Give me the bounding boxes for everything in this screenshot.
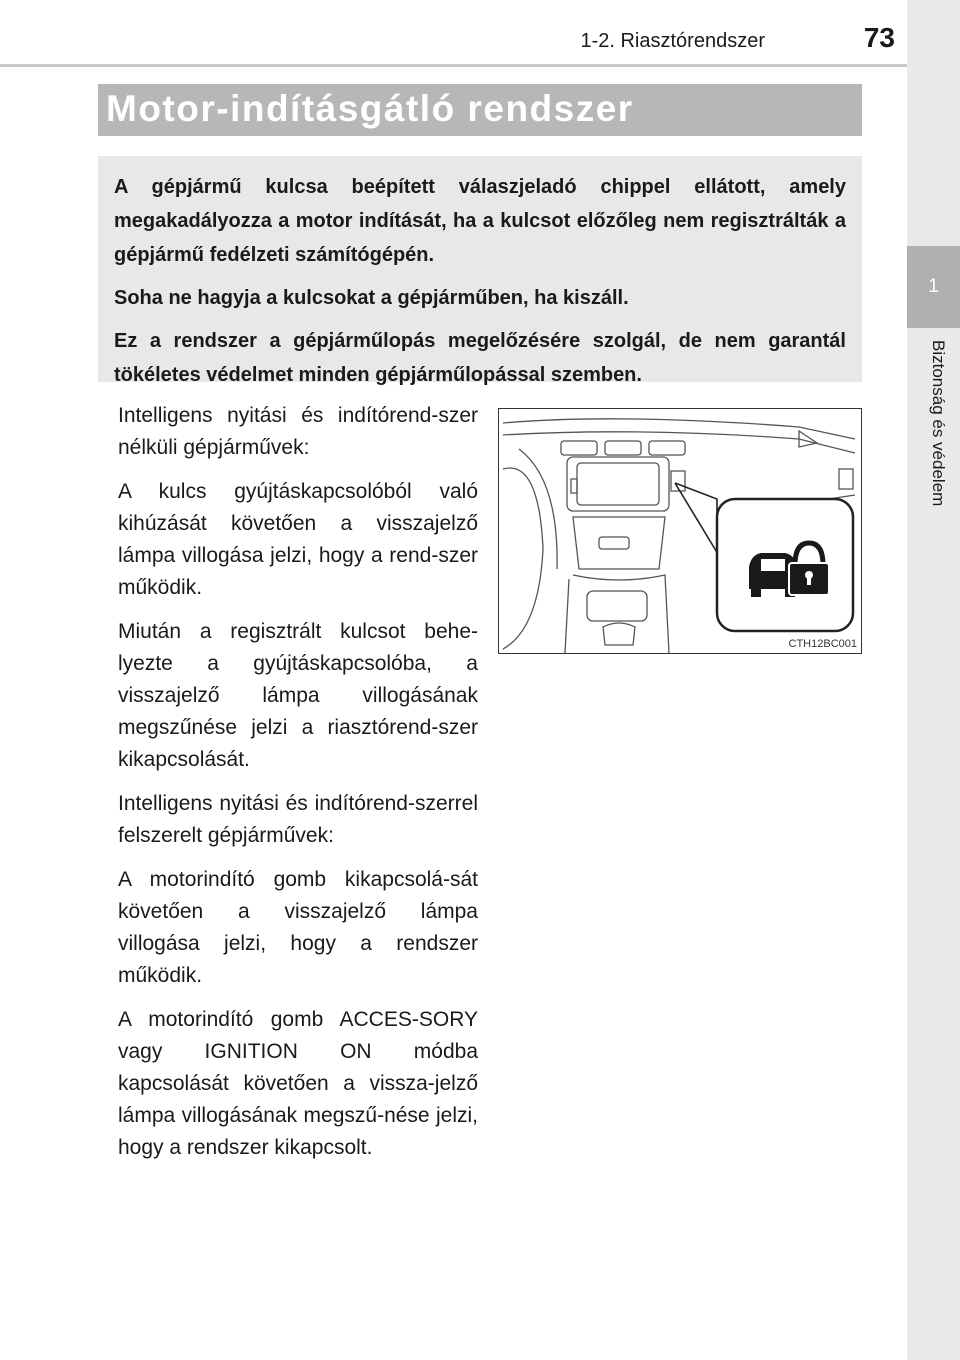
intro-paragraph: Soha ne hagyja a kulcsokat a gépjárműben, ha kiszáll. bbox=[114, 287, 629, 309]
chapter-title: Biztonság és védelem bbox=[929, 340, 948, 507]
body-paragraph: Intelligens nyitási és indítórend-szerrel felszerelt gépjárművek: bbox=[118, 792, 478, 847]
header-divider bbox=[0, 64, 907, 67]
dashboard-drawing bbox=[499, 409, 861, 653]
chapter-side-strip bbox=[907, 0, 960, 1360]
body-text-column bbox=[118, 400, 478, 1176]
intro-box bbox=[98, 156, 862, 386]
chapter-number-tab bbox=[907, 246, 960, 328]
body-paragraph: A kulcs gyújtáskapcsolóból való kihúzását követően a visszajelző lámpa villogása jelzi, hogy a rend-szer működik. bbox=[118, 480, 478, 599]
body-paragraph: A motorindító gomb ACCES-SORY vagy IGNITION ON módba kapcsolását követően a vissza-jelző lámpa villogásának megszű-nése jelzi, hogy a rendszer kikapcsolt. bbox=[118, 1008, 478, 1159]
figure-code: CTH12BC001 bbox=[788, 638, 857, 650]
body-paragraph: Miután a regisztrált kulcsot behe-lyezte a gyújtáskapcsolóba, a visszajelző lámpa villogásának megszűnése jelzi a riasztórend-szer kikapcsolását. bbox=[118, 620, 478, 771]
chapter-number: 1 bbox=[928, 276, 939, 297]
body-paragraph: Intelligens nyitási és indítórend-szer nélküli gépjárművek: bbox=[118, 404, 478, 459]
body-paragraph: A motorindító gomb kikapcsolá-sát követően a visszajelző lámpa villogása jelzi, hogy a rendszer működik. bbox=[118, 868, 478, 987]
intro-paragraph: A gépjármű kulcsa beépített válaszjeladó chippel ellátott, amely megakadályozza a motor indítását, ha a kulcsot előzőleg nem regisztrálták a gépjármű fedélzeti számítógépén. bbox=[114, 176, 846, 266]
section-title-banner bbox=[98, 84, 862, 136]
page-number: 73 bbox=[863, 22, 895, 53]
dashboard-illustration bbox=[498, 408, 862, 654]
intro-paragraph: Ez a rendszer a gépjárműlopás megelőzésére szolgál, de nem garantál tökéletes védelmet minden gépjárműlopással szemben. bbox=[114, 330, 846, 386]
running-header-section: 1-2. Riasztórendszer bbox=[580, 30, 765, 52]
section-title: Motor-indításgátló rendszer bbox=[106, 88, 634, 129]
